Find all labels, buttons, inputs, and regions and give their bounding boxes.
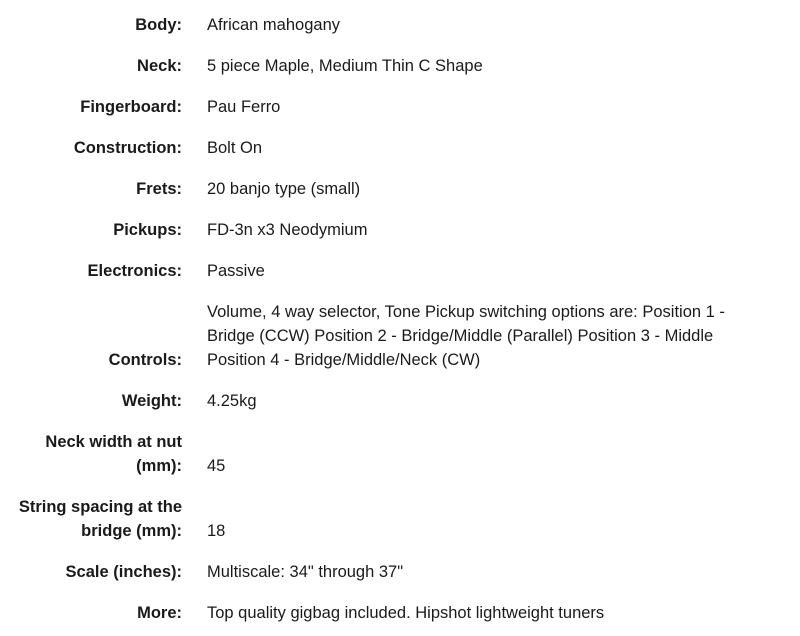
spec-row-body <box>0 0 800 47</box>
spec-label: Construction: <box>73 139 182 157</box>
spec-row-scale <box>0 553 800 594</box>
spec-value: Top quality gigbag included. Hipshot lightweight tuners <box>207 604 605 622</box>
spec-value: 20 banjo type (small) <box>207 180 361 198</box>
spec-label: Frets: <box>136 180 182 198</box>
spec-label: String spacing at the bridge (mm): <box>18 498 182 540</box>
spec-row-string-spacing <box>0 488 800 553</box>
spec-row-construction <box>0 129 800 170</box>
spec-row-pickups <box>0 211 800 252</box>
spec-value: Volume, 4 way selector, Tone Pickup switching options are: Position 1 - Bridge (CCW) Position 2 - Bridge/Middle (Parallel) Position 3 - Middle Position 4 - Bridge/Middle/Neck (CW) <box>207 303 725 369</box>
spec-value: Pau Ferro <box>207 98 281 116</box>
spec-label: Neck: <box>137 57 182 75</box>
spec-row-frets <box>0 170 800 211</box>
spec-label: Fingerboard: <box>80 98 182 116</box>
spec-value: Passive <box>207 262 265 280</box>
spec-label: More: <box>137 604 182 622</box>
spec-value: 18 <box>207 522 226 540</box>
spec-row-fingerboard <box>0 88 800 129</box>
spec-value: Bolt On <box>207 139 263 157</box>
spec-label: Controls: <box>108 351 182 369</box>
spec-value: African mahogany <box>207 16 340 34</box>
spec-value: Multiscale: 34" through 37" <box>207 563 404 581</box>
spec-label: Weight: <box>121 392 182 410</box>
spec-label: Pickups: <box>113 221 182 239</box>
spec-row-controls <box>0 293 800 382</box>
spec-label: Neck width at nut (mm): <box>45 433 182 475</box>
spec-row-more <box>0 594 800 635</box>
spec-value: 5 piece Maple, Medium Thin C Shape <box>207 57 483 75</box>
spec-label: Electronics: <box>87 262 182 280</box>
spec-row-weight <box>0 382 800 423</box>
spec-row-electronics <box>0 252 800 293</box>
spec-label: Scale (inches): <box>65 563 182 581</box>
spec-row-neck-width <box>0 423 800 488</box>
spec-label: Body: <box>135 16 182 34</box>
spec-value: FD-3n x3 Neodymium <box>207 221 368 239</box>
spec-row-neck <box>0 47 800 88</box>
spec-value: 45 <box>207 457 226 475</box>
spec-value: 4.25kg <box>207 392 257 410</box>
